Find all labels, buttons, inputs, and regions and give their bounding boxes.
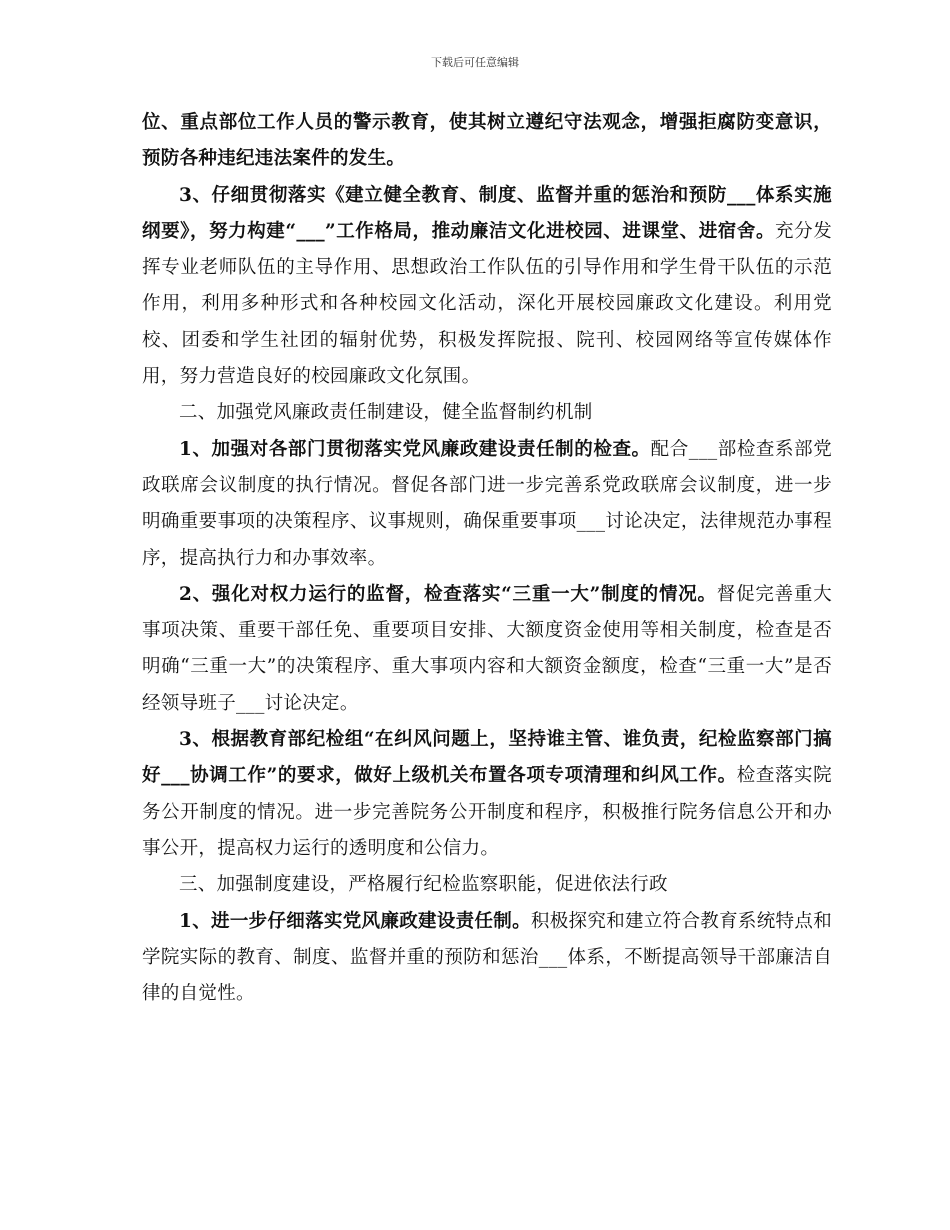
paragraph-bold-text: 2、强化对权力运行的监督，检查落实“三重一大”制度的情况。 bbox=[179, 583, 717, 605]
paragraph-bold-text: 1、加强对各部门贯彻落实党风廉政建设责任制的检查。 bbox=[179, 438, 651, 460]
paragraph-bold-text: 3、根据教育部纪检组“在纠风问题上，坚持谁主管、谁负责，纪检监察部门搞好___协调工作”的要求，做好上级机关布置各项专项清理和纠风工作。 bbox=[142, 729, 832, 787]
paragraph-text: 积极探究和建立符合教育系统特点和学院实际的教育、制度、监督并重的预防和惩治___体系，不断提高领导干部廉洁自律的自觉性。 bbox=[142, 910, 832, 1005]
paragraph-text: 配合___部检查系部党政联席会议制度的执行情况。督促各部门进一步完善系党政联席会议制度，进一步明确重要事项的决策程序、议事规则，确保重要事项___讨论决定，法律规范办事程序，提高执行力和办事效率。 bbox=[142, 438, 832, 569]
section-heading-text: 三、加强制度建设，严格履行纪检监察职能，促进依法行政 bbox=[179, 874, 668, 896]
paragraph-1 bbox=[142, 105, 832, 178]
paragraph-text: 督促完善重大事项决策、重要干部任免、重要项目安排、大额度资金使用等相关制度，检查是否明确“三重一大”的决策程序、重大事项内容和大额资金额度，检查“三重一大”是否经领导班子___讨论决定。 bbox=[142, 583, 832, 714]
paragraph-6 bbox=[142, 904, 832, 1013]
paragraph-bold-text: 3、仔细贯彻落实《建立健全教育、制度、监督并重的惩治和预防___体系实施纲要》，努力构建“___”工作格局，推动廉洁文化进校园、进课堂、进宿舍。 bbox=[142, 184, 832, 242]
paragraph-text: 检查落实院务公开制度的情况。进一步完善院务公开制度和程序，积极推行院务信息公开和办事公开，提高权力运行的透明度和公信力。 bbox=[142, 765, 832, 859]
paragraph-bold-text: 位、重点部位工作人员的警示教育，使其树立遵纪守法观念，增强拒腐防变意识，预防各种违纪违法案件的发生。 bbox=[142, 112, 832, 170]
page-header: 下载后可任意编辑 bbox=[431, 56, 519, 69]
section-heading-text: 二、加强党风廉政责任制建设，健全监督制约机制 bbox=[179, 402, 593, 424]
paragraph-text: 充分发挥专业老师队伍的主导作用、思想政治工作队伍的引导作用和学生骨干队伍的示范作用，利用多种形式和各种校园文化活动，深化开展校园廉政文化建设。利用党校、团委和学生社团的辐射优势，积极发挥院报、院刊、校园网络等宣传媒体作用，努力营造良好的校园廉政文化氛围。 bbox=[142, 220, 832, 388]
paragraph-4 bbox=[142, 577, 832, 722]
section-heading-3 bbox=[142, 867, 832, 903]
document-body bbox=[142, 105, 832, 1012]
section-heading-2 bbox=[142, 395, 832, 431]
paragraph-3 bbox=[142, 432, 832, 577]
paragraph-2 bbox=[142, 178, 832, 396]
paragraph-5 bbox=[142, 722, 832, 867]
paragraph-bold-text: 1、进一步仔细落实党风廉政建设责任制。 bbox=[179, 910, 531, 932]
